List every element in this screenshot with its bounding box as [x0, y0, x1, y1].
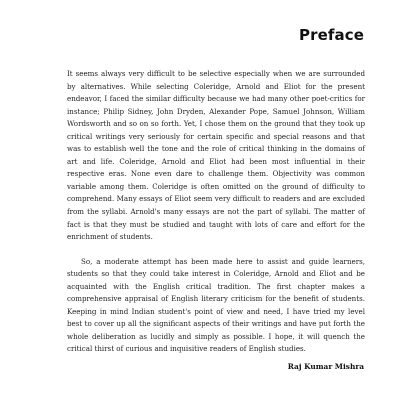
- author-signature: Raj Kumar Mishra: [287, 362, 364, 371]
- page-title: Preface: [299, 26, 364, 44]
- preface-paragraph-2: So, a moderate attempt has been made here to assist and guide learners, students so that they could take interest in Coleridge, Arnold and Eliot and be acquainted with the English critical tradition. The first chapter makes a comprehensive appraisal of English literary criticism for the benefit of students. Keeping in mind Indian student's point of view and need, I have tried my level best to cover up all the significant aspects of their writings and have put forth the whole deliberation as lucidly and simply as possible. I hope, it will quench the critical thirst of curious and inquisitive readers of English studies.: [67, 256, 365, 354]
- preface-paragraph-1: It seems always very difficult to be selective especially when we are surrounded by alternatives. While selecting Coleridge, Arnold and Eliot for the present endeavor, I faced the similar difficulty because we had many other poet-critics for instance; Philip Sidney, John Dryden, Alexander Pope, Samuel Johnson, William Wordsworth and so on so forth. Yet, I chose them on the ground that they took up critical writings very seriously for certain specific and special reasons and that was to establish well the tone and the role of critical thinking in the domains of art and life. Coleridge, Arnold and Eliot had been most influential in their respective eras. None even dare to challenge them. Objectivity was common variable among them. Coleridge is often omitted on the ground of difficulty to comprehend. Many essays of Eliot seem very difficult to readers and are excluded from the syllabi. Arnold's many essays are not the part of syllabi. The matter of fact is that they must be studied and taught with lots of care and effort for the enrichment of students.: [67, 69, 365, 242]
- preface-body: [67, 68, 365, 356]
